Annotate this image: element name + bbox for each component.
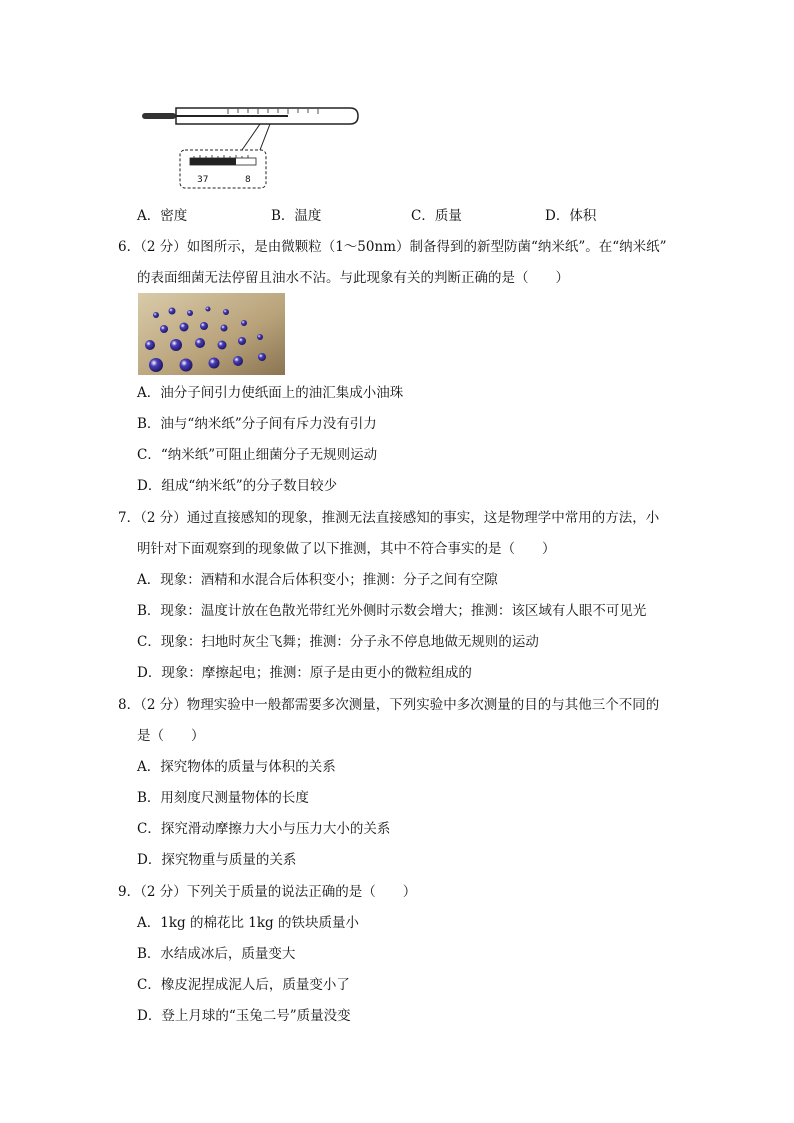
q6-option-c[interactable]: C．“纳米纸”可阻止细菌分子无规则运动 [137, 447, 378, 463]
nano-paper-droplets-image [138, 293, 285, 375]
thermometer-scale-right: 8 [245, 175, 251, 185]
q6-stem-line1: 6．（2 分）如图所示，是由微颗粒（1～50nm）制备得到的新型防菌“纳米纸”。在“纳米纸” [118, 239, 667, 255]
q5-option-a[interactable]: A．密度 [137, 208, 188, 224]
q8-stem-line1: 8．（2 分）物理实验中一般都需要多次测量，下列实验中多次测量的目的与其他三个不同的 [118, 697, 660, 713]
q8-option-c[interactable]: C．探究滑动摩擦力大小与压力大小的关系 [137, 821, 391, 837]
q7-option-c[interactable]: C．现象：扫地时灰尘飞舞；推测：分子永不停息地做无规则的运动 [137, 634, 539, 650]
q9-option-a[interactable]: A．1kg 的棉花比 1kg 的铁块质量小 [137, 915, 359, 931]
q8-option-d[interactable]: D．探究物重与质量的关系 [137, 852, 297, 868]
q7-stem-line2: 明针对下面观察到的现象做了以下推测，其中不符合事实的是（ ） [137, 541, 556, 557]
q6-option-b[interactable]: B．油与“纳米纸”分子间有斥力没有引力 [137, 416, 377, 432]
q9-option-b[interactable]: B．水结成冰后，质量变大 [137, 946, 296, 962]
q9-option-c[interactable]: C．橡皮泥捏成泥人后，质量变小了 [137, 977, 350, 993]
q6-option-d[interactable]: D．组成“纳米纸”的分子数目较少 [137, 478, 338, 494]
q8-option-a[interactable]: A．探究物体的质量与体积的关系 [137, 759, 336, 775]
q7-stem-line1: 7．（2 分）通过直接感知的现象，推测无法直接感知的事实，这是物理学中常用的方法，小 [118, 510, 660, 526]
q5-option-b[interactable]: B．温度 [271, 208, 322, 224]
q7-option-d[interactable]: D．现象：摩擦起电；推测：原子是由更小的微粒组成的 [137, 665, 472, 681]
thermometer-scale-left: 37 [197, 175, 209, 185]
q8-stem-line2: 是（ ） [137, 728, 205, 744]
q8-option-b[interactable]: B．用刻度尺测量物体的长度 [137, 790, 309, 806]
q6-option-a[interactable]: A．油分子间引力使纸面上的油汇集成小油珠 [137, 385, 404, 401]
thermometer-figure [138, 100, 368, 192]
q9-stem: 9．（2 分）下列关于质量的说法正确的是（ ） [118, 884, 417, 900]
q9-option-d[interactable]: D．登上月球的“玉兔二号”质量没变 [137, 1008, 351, 1024]
q5-option-d[interactable]: D．体积 [545, 208, 597, 224]
q7-option-b[interactable]: B．现象：温度计放在色散光带红光外侧时示数会增大；推测：该区域有人眼不可见光 [137, 603, 647, 619]
q6-stem-line2: 的表面细菌无法停留且油水不沾。与此现象有关的判断正确的是（ ） [137, 270, 569, 286]
q7-option-a[interactable]: A．现象：酒精和水混合后体积变小；推测：分子之间有空隙 [137, 572, 498, 588]
q5-option-c[interactable]: C．质量 [411, 208, 462, 224]
